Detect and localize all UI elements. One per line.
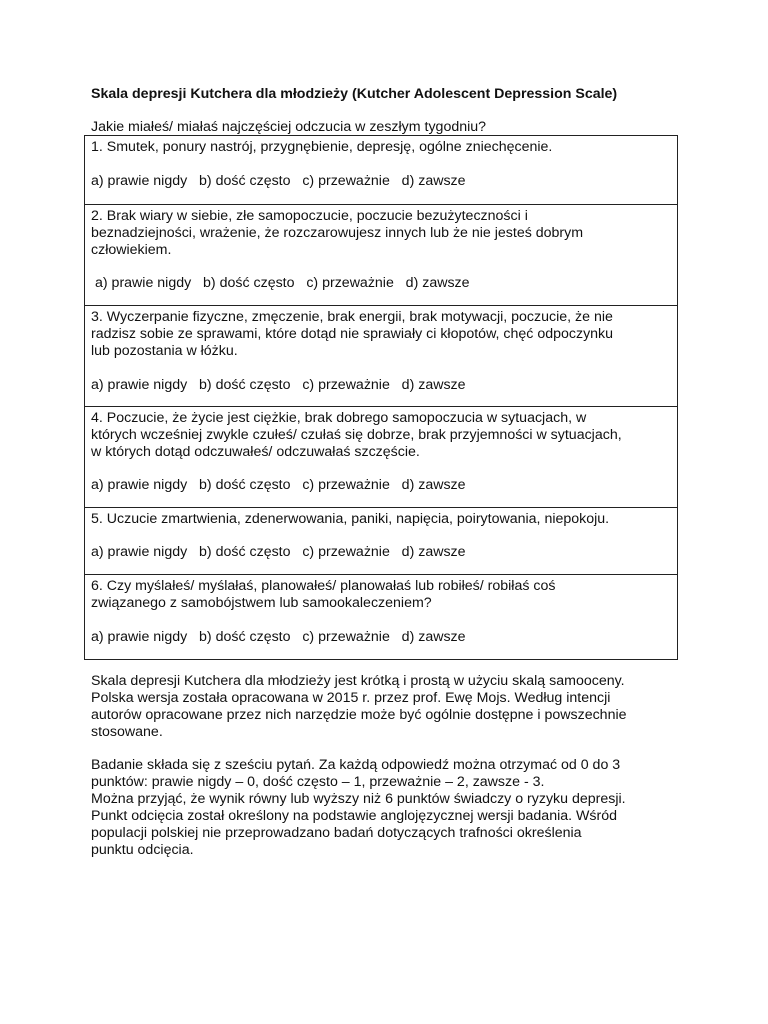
answer-options: a) prawie nigdy b) dość często c) przeważnie d) zawsze [95, 275, 470, 291]
paragraph-line: Punkt odcięcia został określony na podstawie anglojęzycznej wersji badania. Wśród [91, 808, 618, 824]
question-line: związanego z samobójstwem lub samookaleczeniem? [91, 595, 432, 611]
question-line: 6. Czy myślałeś/ myślałaś, planowałeś/ planowałaś lub robiłeś/ robiłaś coś [91, 578, 556, 594]
question-text [91, 309, 671, 360]
question-cell-4 [85, 406, 677, 507]
intro-question: Jakie miałeś/ miałaś najczęściej odczucia w zeszłym tygodniu? [91, 119, 487, 135]
question-line: człowiekiem. [91, 242, 172, 258]
question-line: 2. Brak wiary w siebie, złe samopoczucie, poczucie bezużyteczności i [91, 208, 528, 224]
description-paragraph [91, 673, 691, 741]
question-line: 1. Smutek, ponury nastrój, przygnębienie, depresję, ogólne zniechęcenie. [91, 139, 553, 155]
paragraph-line: punktów: prawie nigdy – 0, dość często – 1, przeważnie – 2, zawsze - 3. [91, 774, 545, 790]
question-text [91, 578, 671, 612]
question-cell-5 [85, 507, 677, 574]
question-text [91, 511, 671, 528]
answer-options: a) prawie nigdy b) dość często c) przeważnie d) zawsze [91, 629, 466, 645]
scoring-paragraph [91, 757, 691, 859]
question-line: lub pozostania w łóżku. [91, 343, 238, 359]
answer-options: a) prawie nigdy b) dość często c) przeważnie d) zawsze [91, 173, 466, 189]
question-line: radzisz sobie ze sprawami, które dotąd nie sprawiały ci kłopotów, chęć odpoczynku [91, 326, 614, 342]
question-cell-6 [85, 574, 677, 659]
question-text [91, 208, 671, 259]
paragraph-line: punktu odcięcia. [91, 842, 194, 858]
paragraph-line: Można przyjąć, że wynik równy lub wyższy niż 6 punktów świadczy o ryzyku depresji. [91, 791, 626, 807]
questions-table [84, 135, 678, 660]
question-line: w których dotąd odczuwałeś/ odczuwałaś szczęście. [91, 444, 420, 460]
document-title: Skala depresji Kutchera dla młodzieży (Kutcher Adolescent Depression Scale) [91, 86, 618, 102]
paragraph-line: stosowane. [91, 724, 163, 740]
question-cell-1 [85, 136, 677, 204]
question-cell-3 [85, 305, 677, 406]
paragraph-line: populacji polskiej nie przeprowadzano badań dotyczących trafności określenia [91, 825, 582, 841]
question-line: których wcześniej zwykle czułeś/ czułaś się dobrze, brak przyjemności w sytuacjach, [91, 427, 622, 443]
question-text [91, 139, 671, 156]
question-line: 5. Uczucie zmartwienia, zdenerwowania, paniki, napięcia, poirytowania, niepokoju. [91, 511, 610, 527]
answer-options: a) prawie nigdy b) dość często c) przeważnie d) zawsze [91, 377, 466, 393]
paragraph-line: autorów opracowane przez nich narzędzie może być ogólnie dostępne i powszechnie [91, 707, 627, 723]
question-line: beznadziejności, wrażenie, że rozczarowujesz innych lub że nie jesteś dobrym [91, 225, 584, 241]
paragraph-line: Polska wersja została opracowana w 2015 r. przez prof. Ewę Mojs. Według intencji [91, 690, 611, 706]
answer-options: a) prawie nigdy b) dość często c) przeważnie d) zawsze [91, 477, 466, 493]
paragraph-line: Badanie składa się z sześciu pytań. Za każdą odpowiedź można otrzymać od 0 do 3 [91, 757, 621, 773]
question-text [91, 410, 671, 461]
question-cell-2 [85, 204, 677, 305]
question-line: 3. Wyczerpanie fizyczne, zmęczenie, brak energii, brak motywacji, poczucie, że nie [91, 309, 613, 325]
paragraph-line: Skala depresji Kutchera dla młodzieży jest krótką i prostą w użyciu skalą samooceny. [91, 673, 625, 689]
question-line: 4. Poczucie, że życie jest ciężkie, brak dobrego samopoczucia w sytuacjach, w [91, 410, 587, 426]
answer-options: a) prawie nigdy b) dość często c) przeważnie d) zawsze [91, 544, 466, 560]
